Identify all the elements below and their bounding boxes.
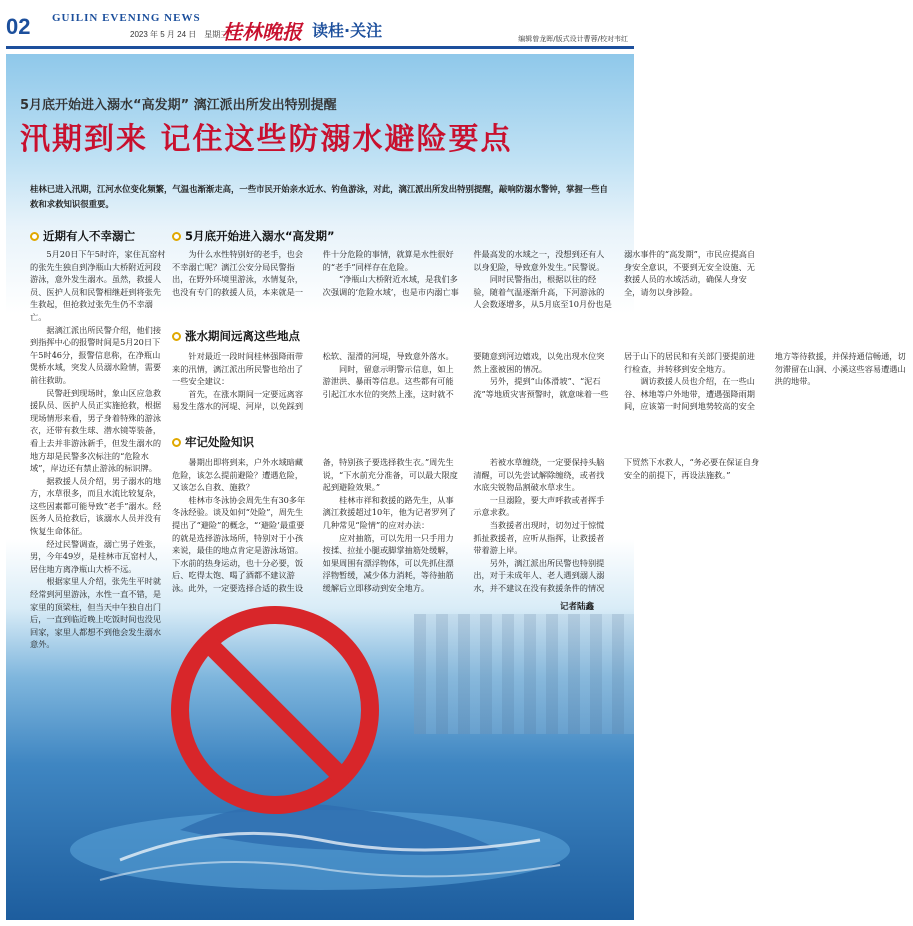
- paragraph: 另外，提到“山体滑坡”、“泥石流”等地质灾害预警时，就意味着一些居于山下的居民和有关部门要提前进行检查，并转移到安全地方。: [473, 351, 755, 399]
- paragraph: 据救援人员介绍，男子溺水的地方，水草很多，而且水流比较复杂，这些因素都可能导致“老手”溺水。经医务人员抢救后，该溺水人员并没有恢复生命体征。: [30, 475, 162, 537]
- bullet-dot-icon: [172, 438, 181, 447]
- article-kicker: 5月底开始进入溺水“高发期” 漓江派出所发出特别提醒: [20, 98, 337, 113]
- paragraph: 同时，留意示明警示信息，如上游泄洪、暴雨等信息。这些都有可能引起江水水位的突然上涨，这时就不要随意到河边嬉戏，以免出现水位突然上涨被困的情况。: [322, 351, 605, 399]
- paragraph: 为什么水性特别好的老手，也会不幸溺亡呢？漓江公安分局民警指出，在野外环境里游泳，水情复杂，也没有专门的救援人员，本来就是一件十分危险的事情，就算是水性很好的“老手”同样存在危险。: [172, 249, 454, 297]
- section-1-title: 近期有人不幸溺亡: [30, 228, 135, 244]
- paragraph: 首先，在涨水期间一定要远离容易发生落水的河堤、河岸，以免踩到松软、湿滑的河堤，导致意外落水。: [172, 351, 454, 412]
- paragraph: 一旦溺险，要大声呼救或者挥手示意求救。: [473, 494, 605, 518]
- editor-credits: 编辑曾龙晖/版式设计曹蓉/校对韦红: [518, 35, 628, 43]
- paragraph: 根据家里人介绍，张先生平时就经常到河里游泳，水性一直不错，是家里的顶梁柱，但当天中午独自出门后，一直到临近晚上吃饭时间也没见回家，家里人都想不到他会发生溺水意外。: [30, 576, 162, 650]
- paragraph: 调访救援人员也介绍，在一些山谷、林地等户外地带，遭遇强降雨期间，应该第一时间到地势较高的安全地方等待救援，并保持通信畅通，切勿滞留在山洞、小溪这些容易遭遇山洪的地带。: [623, 351, 906, 412]
- page-number: 02: [6, 14, 31, 39]
- section-separator: ·: [344, 21, 351, 40]
- paragraph: 经过民警调查，溺亡男子姓张，男，今年49岁，是桂林市瓦窑村人，居住地方离净瓶山大桥不远。: [30, 538, 164, 574]
- section-2-body: [172, 248, 756, 318]
- section-title: [312, 18, 382, 41]
- section-3-title: 涨水期间远离这些地点: [172, 328, 300, 344]
- paragraph: “净瓶山大桥附近水域，是我们多次强调的‘危险水域’，也是市内溺亡事件最高发的水域之一，没想到还有人以身犯险，导致意外发生。”民警说。: [322, 249, 605, 297]
- paragraph: 民警赶到现场时，象山区应急救援队员、医护人员正实施抢救，根据现场情形来看，男子身着特殊的游泳衣，还带有救生球、潜水镜等装备，看上去并非游泳新手，但发生溺水的地方却是民警多次标注的“危险水域”，岸边还有禁止游泳的标识牌。: [30, 387, 162, 474]
- paragraph: 当救援者出现时，切勿过于惊慌抓扯救援者，应听从指挥，让救援者带着游上岸。: [473, 519, 605, 556]
- header-rule: [6, 46, 634, 49]
- article-headline: 汛期到来 记住这些防溺水避险要点: [20, 122, 513, 157]
- bullet-dot-icon: [172, 332, 181, 341]
- paper-logo: 桂林晚报: [222, 20, 302, 44]
- bullet-dot-icon: [172, 232, 181, 241]
- no-swimming-icon: [165, 600, 385, 820]
- paragraph: 桂林市冬泳协会周先生有30多年冬泳经验。谈及如何“处险”，周先生提出了“避险”的概念，“‘避险’最重要的就是选择游泳场所，特别对于小孩来说，最佳的地点肯定是游泳场馆。下水前的热身运动，也十分必要，饭后、吃得太饱、喝了酒都不建议游泳。此外，一定要选择合适的救生设备，特别孩子要选择救生衣。”周先生说，“下水前充分准备，可以最大限度起到避险效果。”: [172, 457, 458, 593]
- byline: 记者陆鑫: [560, 602, 595, 612]
- section-a: 读桂: [312, 21, 345, 40]
- english-paper-name: GUILIN EVENING NEWS: [52, 12, 201, 24]
- paragraph: 针对最近一段时间桂林强降雨带来的汛情，漓江派出所民警也给出了一些安全建议：: [172, 351, 304, 387]
- paragraph: 桂林市祥和救援的路先生，从事漓江救援超过10年，他为记者罗列了几种常见“险情”的应对办法：: [322, 494, 456, 530]
- paragraph: 应对抽筋，可以先用一只手用力按揉、拉扯小腿或脚掌抽筋处缓解，如果周围有漂浮物体，可以先抓住漂浮物暂缓，减少体力消耗，等待抽筋缓解后立即移动到安全地方。: [322, 532, 454, 593]
- paragraph: 5月20日下午5时许，家住瓦窑村的张先生独自到净瓶山大桥附近河段游泳，意外发生溺水。虽然，救援人员、医护人员和民警相继赶到将张先生救起，但抢救过张先生仍不幸溺亡。: [30, 249, 166, 322]
- paragraph: 同时民警指出，根据以往的经验，随着气温逐渐升高，下河游泳的人会数逐增多，从5月底至10月份也是溺水事件的“高发期”，市民应提高自身安全意识，不要到无安全设施、无救援人员的水域活动，确保人身安全，请勿以身涉险。: [473, 249, 756, 310]
- section-1-body: [30, 248, 168, 651]
- paragraph: 暑期出即将到来，户外水域暗藏危险，该怎么提前避险？遭遇危险，又该怎么自救、施救？: [172, 457, 304, 493]
- article-lead: 桂林已进入汛期，江河水位变化频繁，气温也渐渐走高，一些市民开始亲水近水、钓鱼游泳，对此，漓江派出所发出特别提醒，敲响防溺水警钟，掌握一些自救和求救知识很重要。: [30, 184, 608, 209]
- section-4-body: [172, 456, 760, 596]
- paragraph: 若被水草缠绕，一定要保持头脑清醒，可以先尝试解除缠绕，或者找水底尖锐物品割破水草求生。: [473, 457, 605, 493]
- section-3-body: [172, 350, 906, 420]
- bullet-dot-icon: [30, 232, 39, 241]
- paragraph: 据漓江派出所民警介绍，他们接到指挥中心的报警时间是5月20日下午5时46分，报警信息称，在净瓶山煲桥水域，突发人员溺水险情，需要前往救助。: [30, 324, 162, 385]
- section-4-title: 牢记处险知识: [172, 434, 254, 450]
- paragraph: 另外，漓江派出所民警也特别提出，对于未成年人、老人遇到溺人溺水，并不建议在没有救援条件的情况下贸然下水救人，“务必要在保证自身安全的前提下，再设法施救。”: [473, 457, 760, 593]
- page-header: [0, 0, 640, 44]
- section-2-title: 5月底开始进入溺水“高发期”: [172, 228, 335, 244]
- issue-date: 2023 年 5 月 24 日 星期三: [130, 30, 229, 39]
- section-b: 关注: [350, 21, 383, 40]
